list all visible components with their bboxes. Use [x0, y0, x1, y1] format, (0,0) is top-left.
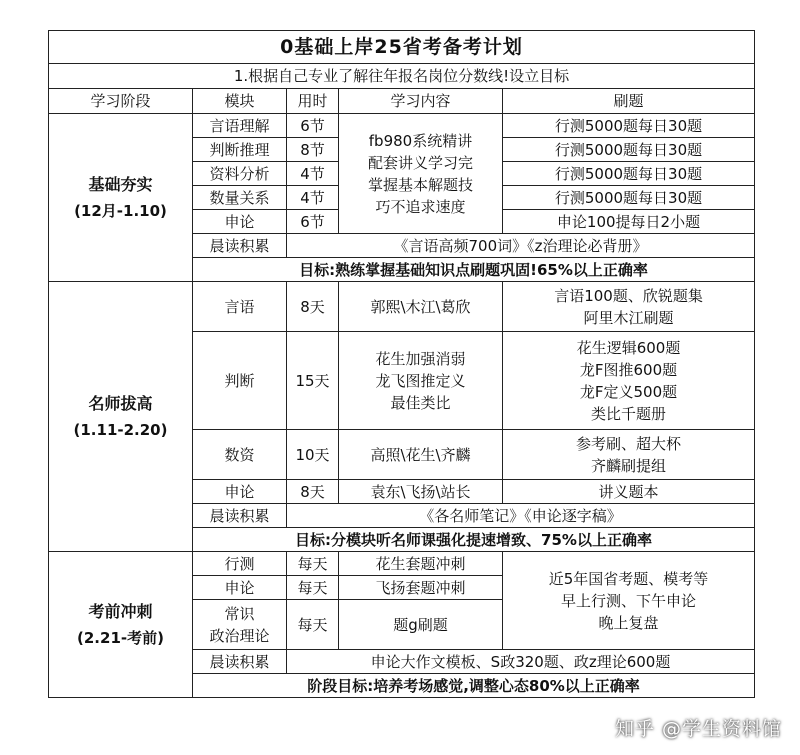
- stage-1-range: (12月-1.10): [74, 201, 167, 220]
- stage-2-module: 数资: [193, 430, 287, 480]
- stage-3-content: 飞扬套题冲刺: [339, 576, 503, 600]
- stage-2-module: 言语: [193, 282, 287, 332]
- stage-2-drill: 花生逻辑600题 龙F图推600题 龙F定义500题 类比千题册: [503, 332, 755, 430]
- stage-2-content: 高照\花生\齐麟: [339, 430, 503, 480]
- zhihu-watermark: 知乎 @学生资料馆: [614, 718, 782, 740]
- stage-1-time: 4节: [287, 186, 339, 210]
- stage-1-module: 资料分析: [193, 162, 287, 186]
- stage-1-module: 数量关系: [193, 186, 287, 210]
- stage-3-module: 常识 政治理论: [193, 600, 287, 650]
- stage-1-cell: [49, 114, 193, 282]
- header-drill: 刷题: [503, 89, 755, 114]
- header-stage: 学习阶段: [49, 89, 193, 114]
- stage-3-goal: 阶段目标:培养考场感觉,调整心态80%以上正确率: [193, 674, 755, 698]
- stage-3-time: 每天: [287, 576, 339, 600]
- stage-2-drill: 参考刷、超大杯 齐麟刷提组: [503, 430, 755, 480]
- stage-3-time: 每天: [287, 600, 339, 650]
- stage-1-module: 申论: [193, 210, 287, 234]
- stage-2-content: 郭熙\木江\葛欣: [339, 282, 503, 332]
- stage-2-cell: [49, 282, 193, 552]
- stage-2-name: 名师拔高: [88, 393, 153, 413]
- stage-2-time: 8天: [287, 480, 339, 504]
- stage-2-drill: 言语100题、欣锐题集 阿里木江刷题: [503, 282, 755, 332]
- study-plan-table: [48, 30, 755, 698]
- stage-1-content: fb980系统精讲 配套讲义学习完 掌握基本解题技 巧不追求速度: [339, 114, 503, 234]
- stage-1-time: 6节: [287, 210, 339, 234]
- stage-2-content: 花生加强消弱 龙飞图推定义 最佳类比: [339, 332, 503, 430]
- stage-3-morning: 申论大作文模板、S政320题、政z理论600题: [287, 650, 755, 674]
- stage-3-cell: [49, 552, 193, 698]
- stage-3-content: 花生套题冲刺: [339, 552, 503, 576]
- stage-2-time: 10天: [287, 430, 339, 480]
- stage-1-time: 4节: [287, 162, 339, 186]
- stage-2-content: 袁东\飞扬\站长: [339, 480, 503, 504]
- stage-1-morning: 《言语高频700词》《z治理论必背册》: [287, 234, 755, 258]
- stage-1-time: 6节: [287, 114, 339, 138]
- stage-1-morning-label: 晨读积累: [193, 234, 287, 258]
- stage-3-range: (2.21-考前): [77, 628, 164, 647]
- header-content: 学习内容: [339, 89, 503, 114]
- stage-2-goal: 目标:分模块听名师课强化提速增致、75%以上正确率: [193, 528, 755, 552]
- stage-2-time: 15天: [287, 332, 339, 430]
- stage-1-drill: 行测5000题每日30题: [503, 162, 755, 186]
- stage-2-module: 申论: [193, 480, 287, 504]
- stage-1-drill: 行测5000题每日30题: [503, 138, 755, 162]
- stage-2-range: (1.11-2.20): [73, 420, 168, 439]
- stage-1-module: 言语理解: [193, 114, 287, 138]
- stage-1-drill: 行测5000题每日30题: [503, 114, 755, 138]
- stage-3-content: 题g刷题: [339, 600, 503, 650]
- stage-2-morning-label: 晨读积累: [193, 504, 287, 528]
- stage-1-name: 基础夯实: [88, 174, 153, 194]
- stage-1-goal: 目标:熟练掌握基础知识点刷题巩固!65%以上正确率: [193, 258, 755, 282]
- header-module: 模块: [193, 89, 287, 114]
- header-time: 用时: [287, 89, 339, 114]
- stage-2-module: 判断: [193, 332, 287, 430]
- stage-3-time: 每天: [287, 552, 339, 576]
- stage-1-drill: 行测5000题每日30题: [503, 186, 755, 210]
- stage-3-morning-label: 晨读积累: [193, 650, 287, 674]
- stage-3-module: 申论: [193, 576, 287, 600]
- plan-title: 0基础上岸25省考备考计划: [49, 31, 755, 64]
- stage-1-module: 判断推理: [193, 138, 287, 162]
- stage-2-time: 8天: [287, 282, 339, 332]
- stage-1-time: 8节: [287, 138, 339, 162]
- stage-3-name: 考前冲刺: [88, 601, 153, 621]
- stage-3-module: 行测: [193, 552, 287, 576]
- stage-2-drill: 讲义题本: [503, 480, 755, 504]
- plan-intro: 1.根据自己专业了解往年报名岗位分数线!设立目标: [49, 64, 755, 89]
- stage-2-morning: 《各名师笔记》《申论逐字稿》: [287, 504, 755, 528]
- stage-1-drill: 申论100提每日2小题: [503, 210, 755, 234]
- stage-3-drill: 近5年国省考题、模考等 早上行测、下午申论 晚上复盘: [503, 552, 755, 650]
